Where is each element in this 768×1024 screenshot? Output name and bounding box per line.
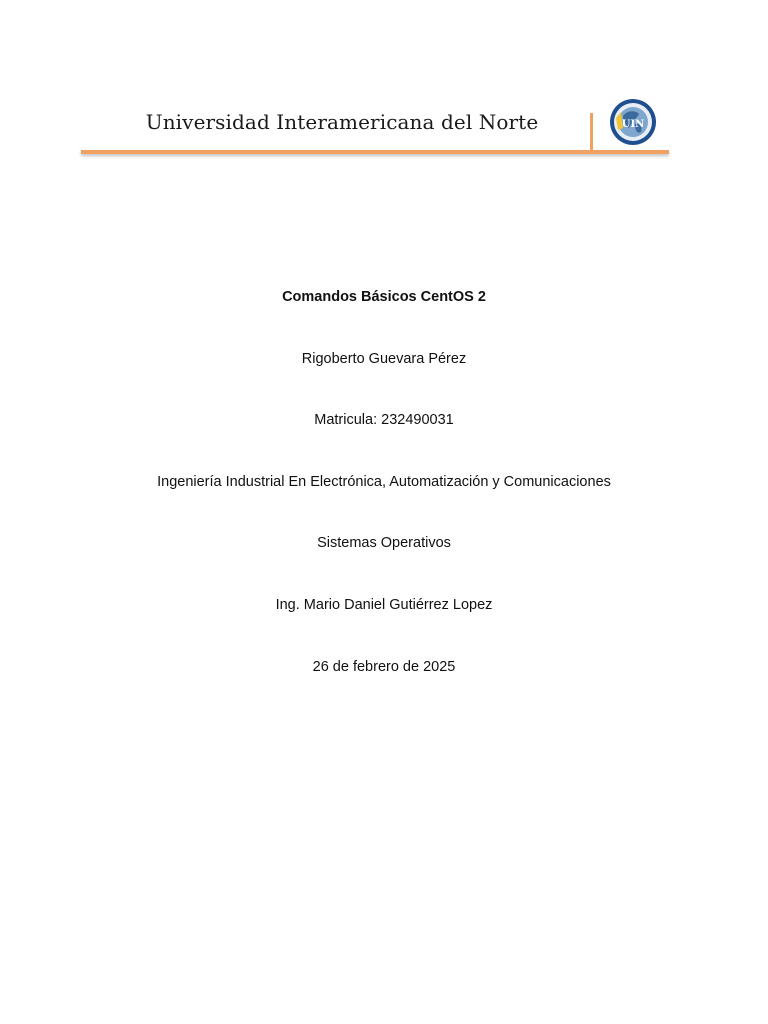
- instructor-name: Ing. Mario Daniel Gutiérrez Lopez: [275, 597, 493, 613]
- document-title: Comandos Básicos CentOS 2: [282, 289, 486, 305]
- document-date: 26 de febrero de 2025: [312, 659, 456, 675]
- student-id: Matricula: 232490031: [314, 412, 454, 428]
- header-divider: [590, 113, 593, 154]
- university-logo-icon: [609, 98, 657, 146]
- header-rule: [81, 150, 669, 154]
- author-name: Rigoberto Guevara Pérez: [301, 351, 467, 367]
- header-university-name: Universidad Interamericana del Norte: [145, 110, 539, 134]
- course-name: Sistemas Operativos: [317, 535, 451, 551]
- logo-lettering: UIN: [621, 119, 645, 130]
- degree-program: Ingeniería Industrial En Electrónica, Automatización y Comunicaciones: [157, 474, 611, 490]
